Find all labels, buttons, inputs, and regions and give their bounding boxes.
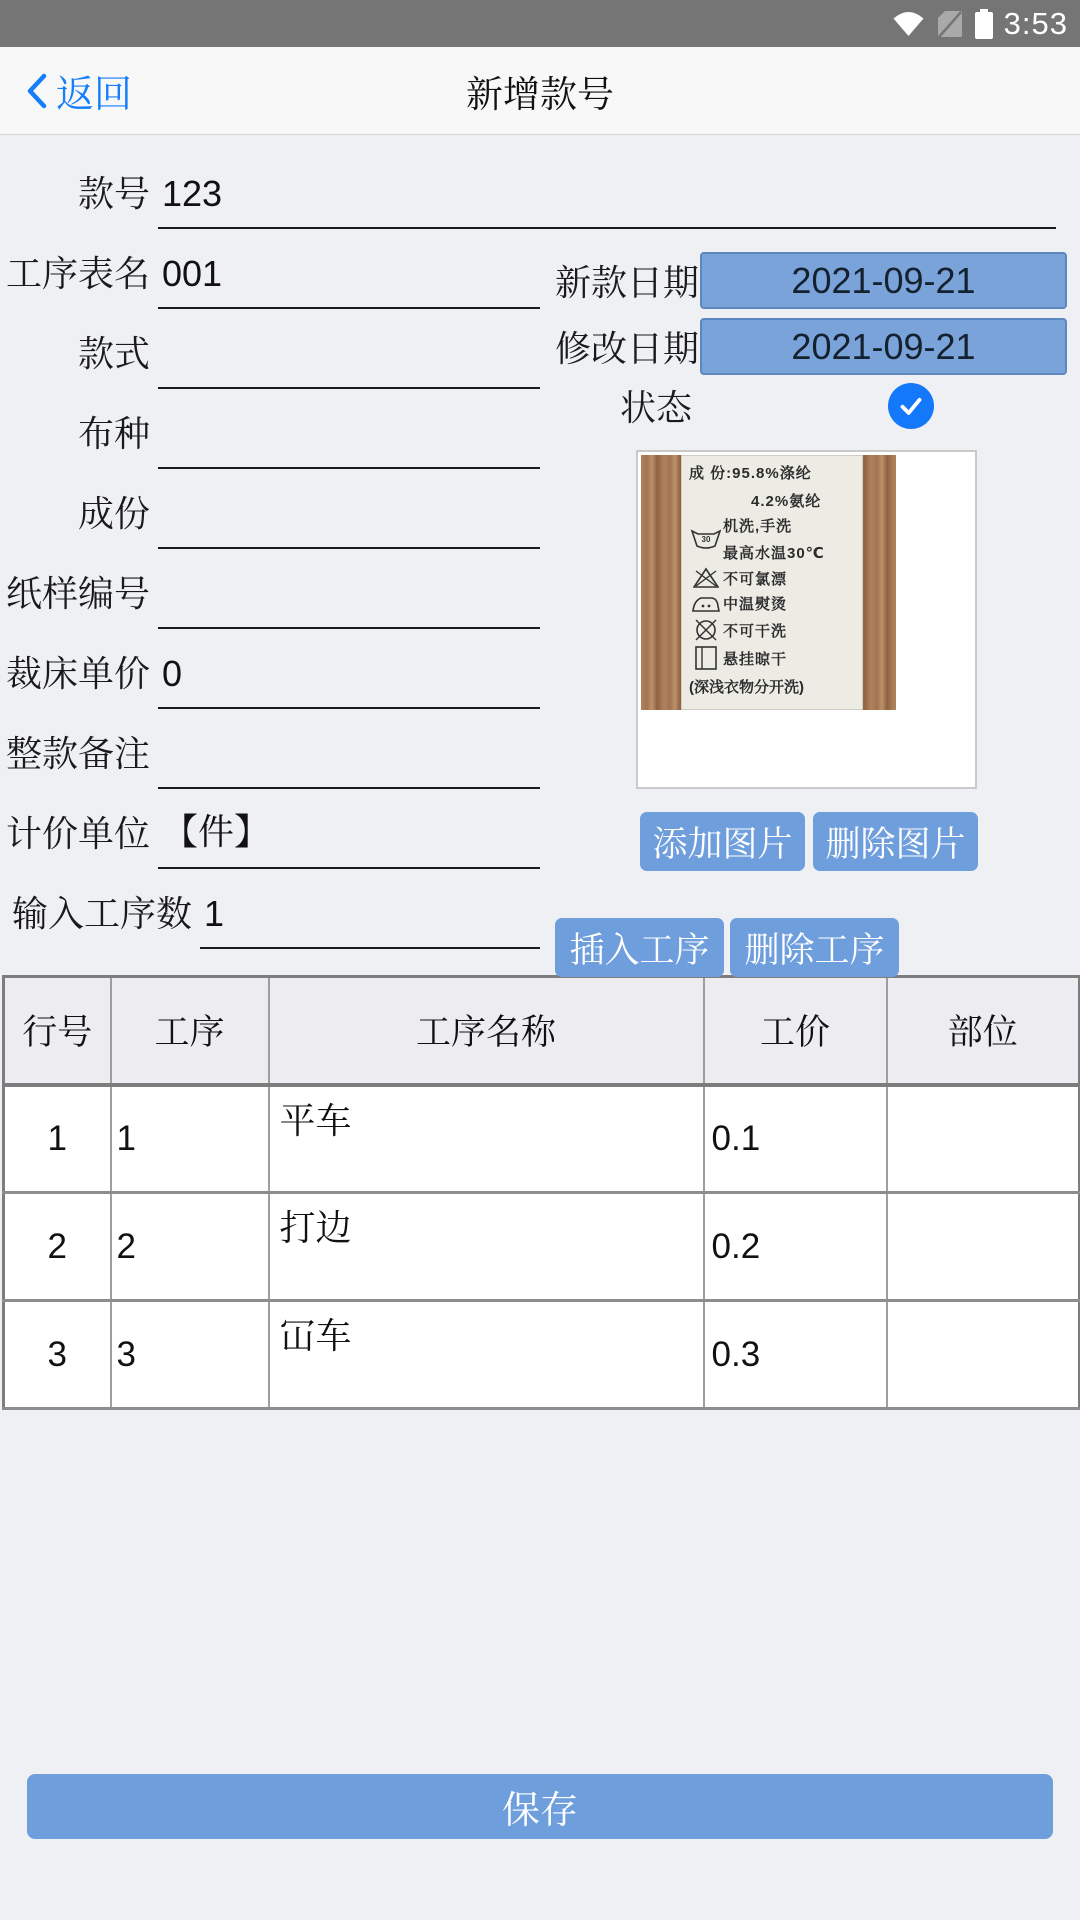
cell-process[interactable]: 2 [111, 1193, 269, 1301]
cell-part[interactable] [887, 1301, 1080, 1409]
cell-name[interactable]: 冚车 [269, 1301, 704, 1409]
col-header-price: 工价 [704, 977, 887, 1085]
process-table-name-input[interactable]: 001 [158, 253, 540, 309]
sim-off-icon [936, 9, 964, 39]
add-image-button[interactable]: 添加图片 [640, 812, 805, 871]
cell-part[interactable] [887, 1085, 1080, 1193]
cell-row-no: 3 [4, 1301, 111, 1409]
modify-date-row [555, 318, 1067, 375]
cell-process[interactable]: 3 [111, 1301, 269, 1409]
field-label: 新款日期 [555, 262, 700, 303]
field-row-style-type [0, 309, 540, 389]
modify-date-button[interactable]: 2021-09-21 [700, 318, 1067, 375]
hang-dry-icon [689, 646, 723, 670]
new-style-date-row [555, 252, 1067, 309]
cell-name[interactable]: 平车 [269, 1085, 704, 1193]
field-label: 布种 [77, 413, 150, 454]
field-row-pricing-unit [0, 789, 540, 869]
style-form [0, 135, 1080, 975]
clock: 3:53 [1003, 5, 1068, 41]
field-label: 计价单位 [5, 813, 150, 854]
page-title: 新增款号 [466, 73, 614, 115]
field-label: 整款备注 [5, 733, 150, 774]
style-image-box[interactable] [636, 450, 977, 789]
care-item-no-dryclean: 不可干洗 [689, 618, 857, 642]
cell-price[interactable]: 0.2 [704, 1193, 887, 1301]
status-checkbox[interactable] [888, 383, 934, 429]
nav-bar [0, 47, 1080, 135]
table-row [4, 1085, 1080, 1193]
pattern-no-input[interactable] [158, 577, 540, 629]
iron-medium-icon [689, 594, 723, 614]
care-item-hang-dry: 悬挂晾干 [689, 646, 857, 670]
status-row [555, 380, 934, 431]
check-icon [894, 389, 928, 423]
cell-row-no: 1 [4, 1085, 111, 1193]
field-row-remarks [0, 709, 540, 789]
table-row [4, 1193, 1080, 1301]
cell-price[interactable]: 0.3 [704, 1301, 887, 1409]
field-label: 纸样编号 [5, 573, 150, 614]
care-label-photo [641, 455, 896, 710]
col-header-part: 部位 [887, 977, 1080, 1085]
field-label: 裁床单价 [5, 653, 150, 694]
svg-text:30: 30 [701, 535, 711, 544]
field-label: 成份 [77, 493, 150, 534]
process-count-input[interactable]: 1 [200, 893, 540, 949]
composition-input[interactable] [158, 497, 540, 549]
care-label-footer: (深浅衣物分开洗) [689, 679, 804, 696]
field-label: 工序表名 [5, 253, 150, 294]
cell-price[interactable]: 0.1 [704, 1085, 887, 1193]
care-label-composition-2: 4.2%氨纶 [751, 493, 822, 510]
field-row-process-table-name [0, 229, 540, 309]
fabric-input[interactable] [158, 417, 540, 469]
insert-process-button[interactable]: 插入工序 [555, 918, 724, 977]
delete-process-button[interactable]: 删除工序 [730, 918, 899, 977]
field-label: 款号 [77, 173, 150, 214]
style-type-input[interactable] [158, 337, 540, 389]
cell-row-no: 2 [4, 1193, 111, 1301]
wifi-icon [892, 11, 925, 37]
field-row-process-count [0, 869, 540, 949]
back-button[interactable]: 返回 [26, 63, 132, 118]
new-style-date-button[interactable]: 2021-09-21 [700, 252, 1067, 309]
col-header-row-no: 行号 [4, 977, 111, 1085]
care-label [681, 455, 863, 710]
delete-image-button[interactable]: 删除图片 [813, 812, 978, 871]
pricing-unit-input[interactable]: 【件】 [158, 804, 540, 869]
field-row-fabric [0, 389, 540, 469]
table-row [4, 1301, 1080, 1409]
col-header-process: 工序 [111, 977, 269, 1085]
care-item-text: 机洗,手洗 最高水温30℃ [723, 518, 825, 562]
status-bar [0, 0, 1080, 47]
chevron-left-icon [26, 73, 48, 109]
no-bleach-icon [689, 567, 723, 589]
field-label: 修改日期 [555, 328, 700, 369]
cell-part[interactable] [887, 1193, 1080, 1301]
no-dryclean-icon [689, 618, 723, 642]
care-item-no-bleach: 不可氯漂 [689, 567, 857, 589]
battery-icon [975, 9, 993, 39]
field-label: 款式 [77, 333, 150, 374]
field-row-style-no [0, 149, 1056, 229]
field-row-pattern-no [0, 549, 540, 629]
field-label: 输入工序数 [11, 893, 192, 934]
style-no-input[interactable]: 123 [158, 173, 1056, 229]
field-label: 状态 [619, 387, 692, 428]
cell-name[interactable]: 打边 [269, 1193, 704, 1301]
cell-process[interactable]: 1 [111, 1085, 269, 1193]
field-row-cutting-price [0, 629, 540, 709]
care-label-composition: 成 份:95.8%涤纶 [689, 465, 812, 482]
field-row-composition [0, 469, 540, 549]
remarks-input[interactable] [158, 737, 540, 789]
cutting-price-input[interactable]: 0 [158, 653, 540, 709]
wash-30-icon [689, 527, 723, 551]
col-header-name: 工序名称 [269, 977, 704, 1085]
process-table [2, 975, 1080, 1410]
table-header-row [4, 977, 1080, 1085]
process-button-group [555, 918, 899, 977]
image-button-group [640, 812, 978, 871]
care-item-wash [689, 515, 857, 563]
save-button[interactable]: 保存 [27, 1774, 1053, 1839]
care-item-iron: 中温熨烫 [689, 593, 857, 614]
